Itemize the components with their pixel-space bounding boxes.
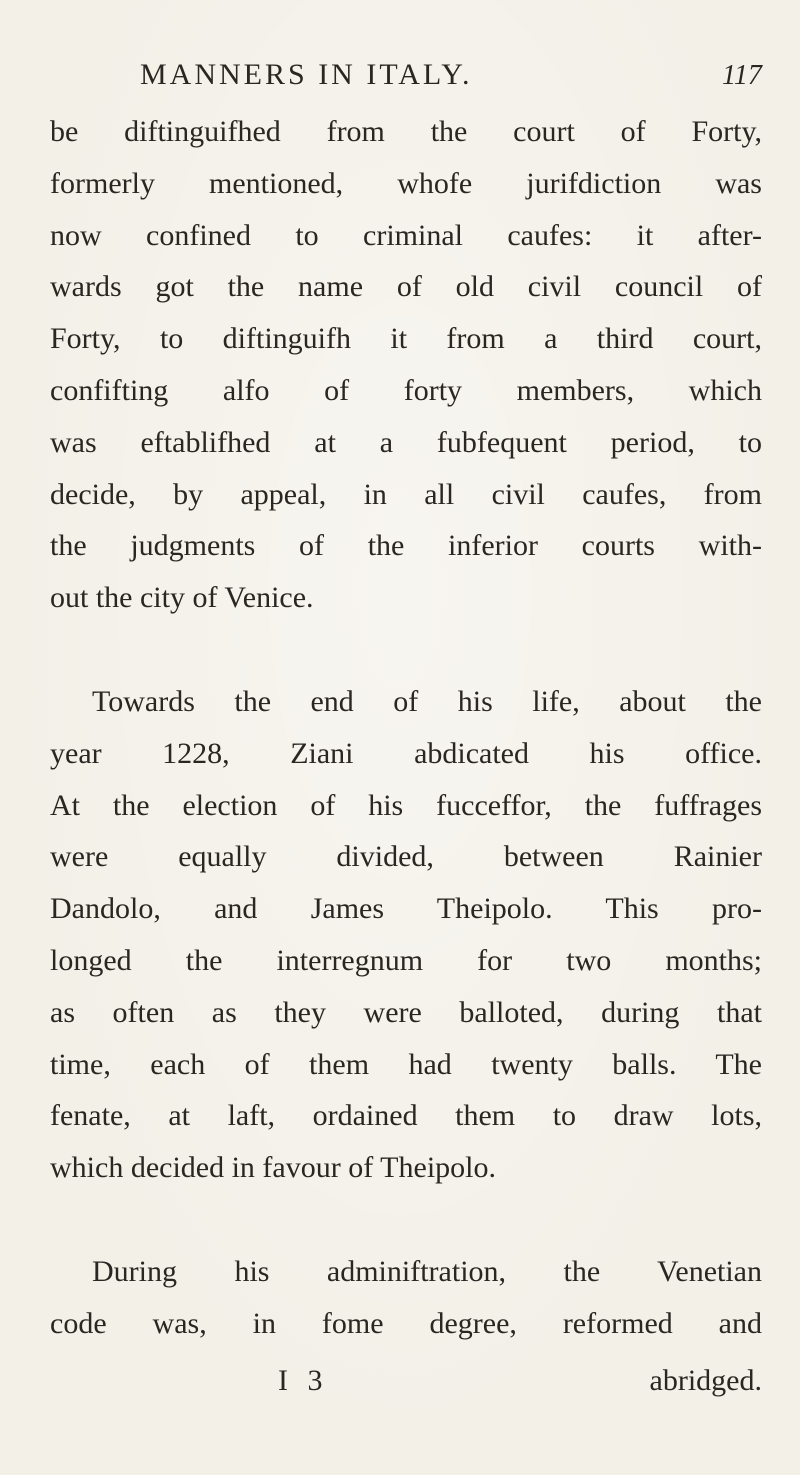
text-line: which decided in favour of Theipolo. xyxy=(50,1151,496,1185)
text-line: time, each of them had twenty balls. The xyxy=(50,1047,762,1081)
text-line: out the city of Venice. xyxy=(50,581,314,615)
text-line: Towards the end of his life, about the xyxy=(92,684,762,718)
footer-line xyxy=(50,1355,762,1407)
catchword: abridged. xyxy=(649,1364,762,1397)
text-line: was eftablifhed at a fubfequent period, to xyxy=(50,425,762,459)
text-line: confifting alfo of forty members, which xyxy=(50,373,762,407)
text-line: At the election of his fucceffor, the fuffrages xyxy=(50,788,762,822)
signature-mark: I 3 xyxy=(278,1364,329,1397)
text-line: wards got the name of old civil council of xyxy=(50,270,762,304)
paragraph-3 xyxy=(50,1246,762,1350)
text-line: as often as they were balloted, during that xyxy=(50,995,762,1029)
body-text xyxy=(50,106,762,1350)
text-line: were equally divided, between Rainier xyxy=(50,840,762,874)
text-line: decide, by appeal, in all civil caufes, from xyxy=(50,477,762,511)
running-head xyxy=(0,58,800,108)
text-line: longed the interregnum for two months; xyxy=(50,943,762,977)
text-line: During his adminiftration, the Venetian xyxy=(92,1254,762,1288)
text-line: now confined to criminal caufes: it after- xyxy=(50,218,762,252)
page-number: 117 xyxy=(722,60,762,91)
text-line: Forty, to diftinguifh it from a third court, xyxy=(50,322,762,356)
paragraph-gap xyxy=(50,624,762,676)
text-line: formerly mentioned, whofe jurifdiction was xyxy=(50,166,762,200)
paragraph-1 xyxy=(50,106,762,624)
running-title: MANNERS IN ITALY. xyxy=(140,58,473,91)
text-line: the judgments of the inferior courts with- xyxy=(50,529,762,563)
text-line: fenate, at laft, ordained them to draw lots, xyxy=(50,1099,762,1133)
text-line: Dandolo, and James Theipolo. This pro- xyxy=(50,892,762,926)
text-line: be diftinguifhed from the court of Forty, xyxy=(50,115,762,148)
paragraph-2 xyxy=(50,676,762,1194)
text-line: year 1228, Ziani abdicated his office. xyxy=(50,736,762,770)
paragraph-gap xyxy=(50,1194,762,1246)
text-line: code was, in fome degree, reformed and xyxy=(50,1306,762,1340)
